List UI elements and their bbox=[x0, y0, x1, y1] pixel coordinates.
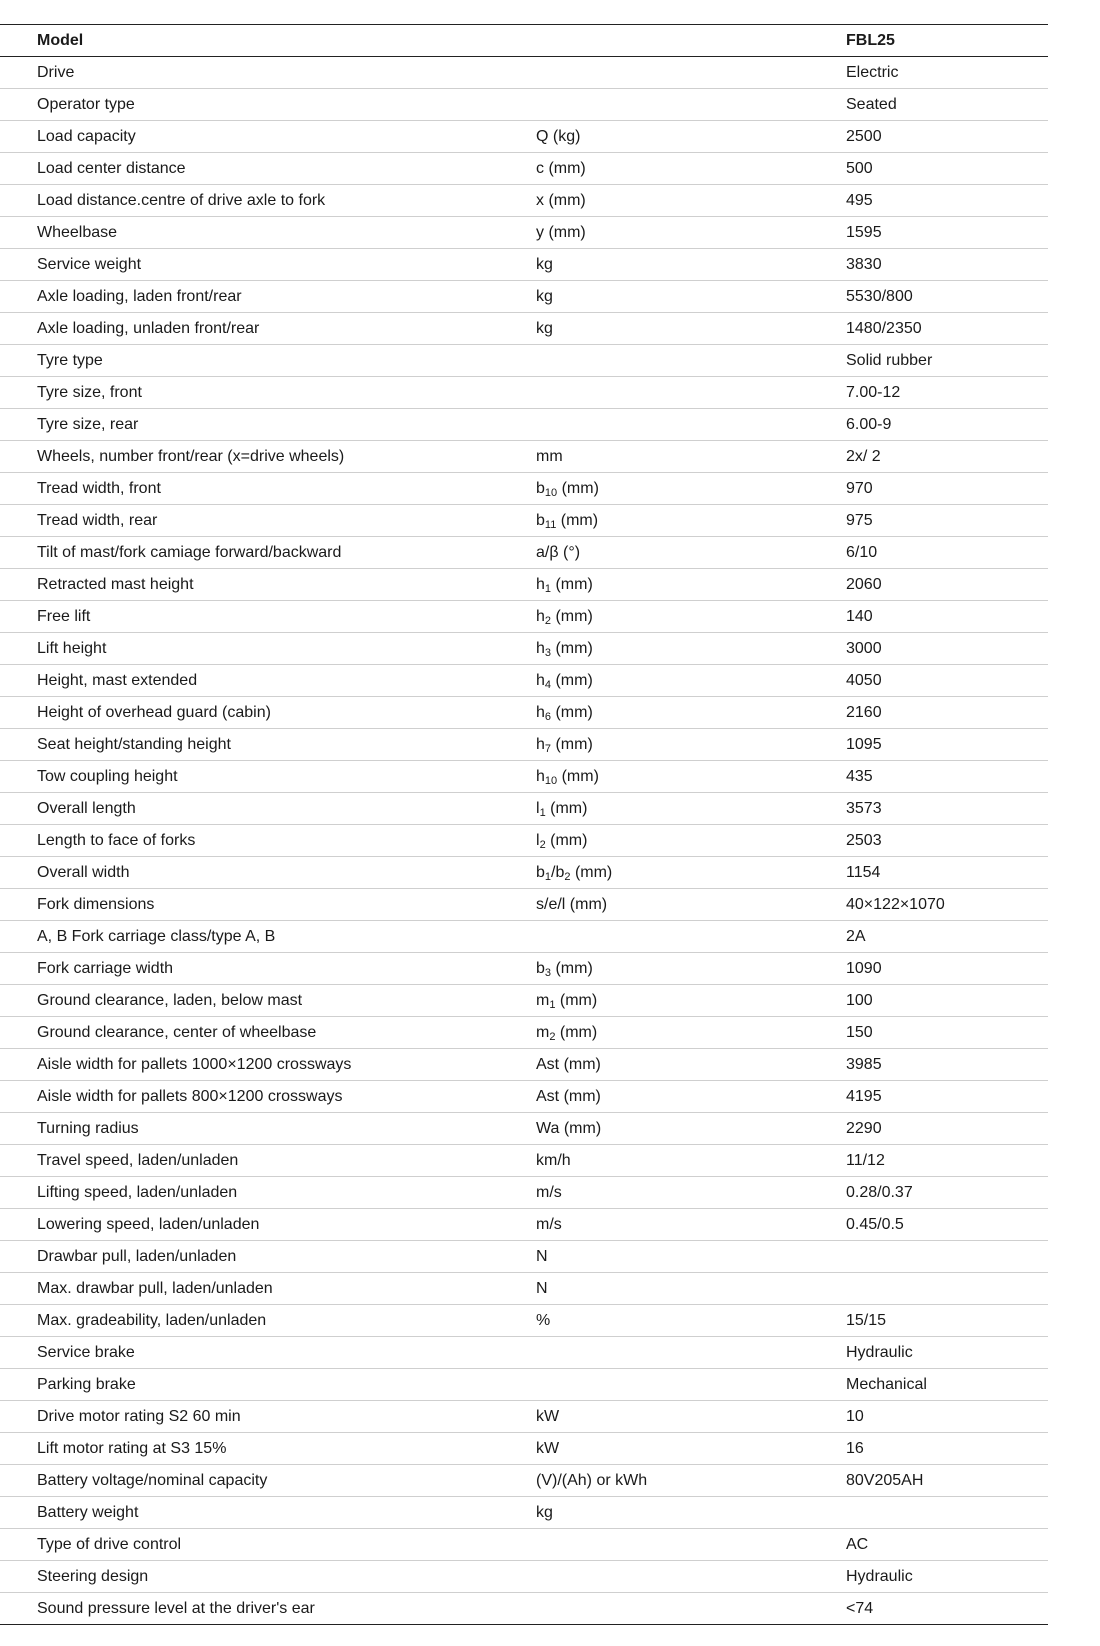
row-unit: $h_6$ (mm) bbox=[536, 697, 846, 729]
row-unit: y (mm) bbox=[536, 217, 846, 249]
table-header-row bbox=[0, 25, 1048, 57]
row-parameter: Load center distance bbox=[0, 153, 536, 185]
row-value: 1090 bbox=[846, 953, 1048, 985]
row-parameter: Lift motor rating at S3 15% bbox=[0, 1433, 536, 1465]
row-unit: km/h bbox=[536, 1145, 846, 1177]
row-unit bbox=[536, 57, 846, 89]
row-value: 2500 bbox=[846, 121, 1048, 153]
row-parameter: Lowering speed, laden/unladen bbox=[0, 1209, 536, 1241]
row-value: 1595 bbox=[846, 217, 1048, 249]
row-value: 2A bbox=[846, 921, 1048, 953]
table-row bbox=[0, 857, 1048, 889]
row-value: 140 bbox=[846, 601, 1048, 633]
row-unit: $h_7$ (mm) bbox=[536, 729, 846, 761]
row-value: 5530/800 bbox=[846, 281, 1048, 313]
row-value: 6.00-9 bbox=[846, 409, 1048, 441]
row-parameter: Battery voltage/nominal capacity bbox=[0, 1465, 536, 1497]
row-parameter: Service brake bbox=[0, 1337, 536, 1369]
table-row bbox=[0, 1369, 1048, 1401]
table-row bbox=[0, 1209, 1048, 1241]
row-value: 11/12 bbox=[846, 1145, 1048, 1177]
table-row bbox=[0, 697, 1048, 729]
row-parameter: Ground clearance, laden, below mast bbox=[0, 985, 536, 1017]
row-value: 0.28/0.37 bbox=[846, 1177, 1048, 1209]
table-row bbox=[0, 153, 1048, 185]
row-parameter: Overall length bbox=[0, 793, 536, 825]
row-parameter: Type of drive control bbox=[0, 1529, 536, 1561]
table-row bbox=[0, 761, 1048, 793]
row-value: Hydraulic bbox=[846, 1337, 1048, 1369]
row-unit: N bbox=[536, 1273, 846, 1305]
row-unit bbox=[536, 1529, 846, 1561]
row-unit: N bbox=[536, 1241, 846, 1273]
row-value: 3830 bbox=[846, 249, 1048, 281]
row-unit: kg bbox=[536, 249, 846, 281]
row-parameter: Tilt of mast/fork camiage forward/backward bbox=[0, 537, 536, 569]
row-unit: $h_2$ (mm) bbox=[536, 601, 846, 633]
spec-table-body bbox=[0, 25, 1048, 1625]
row-parameter: Drive motor rating S2 60 min bbox=[0, 1401, 536, 1433]
row-value: 1095 bbox=[846, 729, 1048, 761]
row-parameter: Drawbar pull, laden/unladen bbox=[0, 1241, 536, 1273]
header-model-value: FBL25 bbox=[846, 25, 1048, 57]
row-unit: kW bbox=[536, 1433, 846, 1465]
row-unit: $b_{10}$ (mm) bbox=[536, 473, 846, 505]
row-unit: Ast (mm) bbox=[536, 1049, 846, 1081]
table-row bbox=[0, 1081, 1048, 1113]
table-row bbox=[0, 345, 1048, 377]
row-unit: $m_1$ (mm) bbox=[536, 985, 846, 1017]
row-parameter: Travel speed, laden/unladen bbox=[0, 1145, 536, 1177]
row-value: 4050 bbox=[846, 665, 1048, 697]
row-parameter: Steering design bbox=[0, 1561, 536, 1593]
row-value: 150 bbox=[846, 1017, 1048, 1049]
row-unit: $b_{11}$ (mm) bbox=[536, 505, 846, 537]
table-row bbox=[0, 473, 1048, 505]
row-value: Hydraulic bbox=[846, 1561, 1048, 1593]
table-row bbox=[0, 1049, 1048, 1081]
row-value: Electric bbox=[846, 57, 1048, 89]
row-unit: Wa (mm) bbox=[536, 1113, 846, 1145]
row-parameter: Service weight bbox=[0, 249, 536, 281]
table-row bbox=[0, 377, 1048, 409]
row-parameter: Fork carriage width bbox=[0, 953, 536, 985]
row-unit: m/s bbox=[536, 1177, 846, 1209]
table-row bbox=[0, 1305, 1048, 1337]
row-parameter: Overall width bbox=[0, 857, 536, 889]
row-value: 2x/ 2 bbox=[846, 441, 1048, 473]
row-unit bbox=[536, 1369, 846, 1401]
table-row bbox=[0, 441, 1048, 473]
table-row bbox=[0, 729, 1048, 761]
row-unit: $h_{10}$ (mm) bbox=[536, 761, 846, 793]
table-row bbox=[0, 1529, 1048, 1561]
row-parameter: Operator type bbox=[0, 89, 536, 121]
row-unit: $b_3$ (mm) bbox=[536, 953, 846, 985]
table-row bbox=[0, 89, 1048, 121]
row-value: 3573 bbox=[846, 793, 1048, 825]
row-parameter: Height of overhead guard (cabin) bbox=[0, 697, 536, 729]
table-row bbox=[0, 1401, 1048, 1433]
row-unit bbox=[536, 1337, 846, 1369]
spec-table bbox=[0, 24, 1048, 1625]
row-value: 3000 bbox=[846, 633, 1048, 665]
table-row bbox=[0, 633, 1048, 665]
row-unit: s/e/l (mm) bbox=[536, 889, 846, 921]
table-row bbox=[0, 921, 1048, 953]
row-parameter: Aisle width for pallets 1000×1200 crossways bbox=[0, 1049, 536, 1081]
row-unit: $h_3$ (mm) bbox=[536, 633, 846, 665]
table-row bbox=[0, 953, 1048, 985]
row-parameter: Tow coupling height bbox=[0, 761, 536, 793]
row-parameter: Max. drawbar pull, laden/unladen bbox=[0, 1273, 536, 1305]
row-value: 1480/2350 bbox=[846, 313, 1048, 345]
table-row bbox=[0, 1593, 1048, 1625]
row-value: <74 bbox=[846, 1593, 1048, 1625]
row-parameter: Length to face of forks bbox=[0, 825, 536, 857]
row-value: AC bbox=[846, 1529, 1048, 1561]
row-value: 4195 bbox=[846, 1081, 1048, 1113]
row-parameter: Retracted mast height bbox=[0, 569, 536, 601]
table-row bbox=[0, 1177, 1048, 1209]
row-parameter: Free lift bbox=[0, 601, 536, 633]
row-value: 80V205AH bbox=[846, 1465, 1048, 1497]
row-unit: kg bbox=[536, 1497, 846, 1529]
row-parameter: Axle loading, unladen front/rear bbox=[0, 313, 536, 345]
row-unit bbox=[536, 1593, 846, 1625]
row-value: 16 bbox=[846, 1433, 1048, 1465]
table-row bbox=[0, 1561, 1048, 1593]
table-row bbox=[0, 313, 1048, 345]
row-value: Seated bbox=[846, 89, 1048, 121]
table-row bbox=[0, 665, 1048, 697]
table-row bbox=[0, 569, 1048, 601]
row-parameter: Tyre size, front bbox=[0, 377, 536, 409]
row-parameter: Load capacity bbox=[0, 121, 536, 153]
table-row bbox=[0, 57, 1048, 89]
row-unit: $l_1$ (mm) bbox=[536, 793, 846, 825]
table-row bbox=[0, 793, 1048, 825]
row-parameter: Seat height/standing height bbox=[0, 729, 536, 761]
row-parameter: Tyre size, rear bbox=[0, 409, 536, 441]
row-parameter: Tyre type bbox=[0, 345, 536, 377]
row-unit: % bbox=[536, 1305, 846, 1337]
row-unit: c (mm) bbox=[536, 153, 846, 185]
row-unit: m/s bbox=[536, 1209, 846, 1241]
row-parameter: Turning radius bbox=[0, 1113, 536, 1145]
table-row bbox=[0, 249, 1048, 281]
row-unit: kg bbox=[536, 313, 846, 345]
row-parameter: Max. gradeability, laden/unladen bbox=[0, 1305, 536, 1337]
row-value: 2160 bbox=[846, 697, 1048, 729]
row-parameter: Lifting speed, laden/unladen bbox=[0, 1177, 536, 1209]
row-value: 3985 bbox=[846, 1049, 1048, 1081]
row-unit bbox=[536, 89, 846, 121]
header-parameter: Model bbox=[0, 25, 536, 57]
table-row bbox=[0, 217, 1048, 249]
table-row bbox=[0, 1273, 1048, 1305]
row-value: 970 bbox=[846, 473, 1048, 505]
table-row bbox=[0, 537, 1048, 569]
row-parameter: Ground clearance, center of wheelbase bbox=[0, 1017, 536, 1049]
row-unit: $h_4$ (mm) bbox=[536, 665, 846, 697]
table-row bbox=[0, 985, 1048, 1017]
table-row bbox=[0, 1433, 1048, 1465]
row-unit bbox=[536, 409, 846, 441]
row-unit bbox=[536, 1561, 846, 1593]
row-unit: $h_1$ (mm) bbox=[536, 569, 846, 601]
row-value: Mechanical bbox=[846, 1369, 1048, 1401]
row-value: 500 bbox=[846, 153, 1048, 185]
table-row bbox=[0, 409, 1048, 441]
row-value: 100 bbox=[846, 985, 1048, 1017]
table-row bbox=[0, 601, 1048, 633]
table-row bbox=[0, 505, 1048, 537]
row-value: 0.45/0.5 bbox=[846, 1209, 1048, 1241]
table-row bbox=[0, 825, 1048, 857]
row-unit bbox=[536, 921, 846, 953]
table-row bbox=[0, 281, 1048, 313]
row-unit: x (mm) bbox=[536, 185, 846, 217]
row-value: 2290 bbox=[846, 1113, 1048, 1145]
table-row bbox=[0, 1017, 1048, 1049]
row-parameter: Fork dimensions bbox=[0, 889, 536, 921]
row-value: 435 bbox=[846, 761, 1048, 793]
row-parameter: Load distance.centre of drive axle to fork bbox=[0, 185, 536, 217]
row-unit: (V)/(Ah) or kWh bbox=[536, 1465, 846, 1497]
table-row bbox=[0, 1241, 1048, 1273]
row-parameter: Axle loading, laden front/rear bbox=[0, 281, 536, 313]
row-unit: Ast (mm) bbox=[536, 1081, 846, 1113]
row-unit: mm bbox=[536, 441, 846, 473]
row-unit: $l_2$ (mm) bbox=[536, 825, 846, 857]
row-value: 40×122×1070 bbox=[846, 889, 1048, 921]
row-unit: kW bbox=[536, 1401, 846, 1433]
row-value: 7.00-12 bbox=[846, 377, 1048, 409]
row-value: 6/10 bbox=[846, 537, 1048, 569]
row-unit: Q (kg) bbox=[536, 121, 846, 153]
row-value: Solid rubber bbox=[846, 345, 1048, 377]
row-value: 975 bbox=[846, 505, 1048, 537]
row-value bbox=[846, 1273, 1048, 1305]
table-row bbox=[0, 889, 1048, 921]
row-parameter: A, B Fork carriage class/type A, B bbox=[0, 921, 536, 953]
row-value: 2503 bbox=[846, 825, 1048, 857]
row-parameter: Battery weight bbox=[0, 1497, 536, 1529]
table-row bbox=[0, 1465, 1048, 1497]
row-unit bbox=[536, 345, 846, 377]
row-value: 2060 bbox=[846, 569, 1048, 601]
row-parameter: Tread width, rear bbox=[0, 505, 536, 537]
row-value: 15/15 bbox=[846, 1305, 1048, 1337]
table-row bbox=[0, 1497, 1048, 1529]
row-parameter: Parking brake bbox=[0, 1369, 536, 1401]
row-value: 10 bbox=[846, 1401, 1048, 1433]
table-row bbox=[0, 121, 1048, 153]
table-row bbox=[0, 1337, 1048, 1369]
row-value bbox=[846, 1497, 1048, 1529]
row-value: 1154 bbox=[846, 857, 1048, 889]
row-unit: $m_2$ (mm) bbox=[536, 1017, 846, 1049]
row-parameter: Sound pressure level at the driver's ear bbox=[0, 1593, 536, 1625]
table-row bbox=[0, 1113, 1048, 1145]
row-value: 495 bbox=[846, 185, 1048, 217]
row-parameter: Tread width, front bbox=[0, 473, 536, 505]
row-parameter: Drive bbox=[0, 57, 536, 89]
row-parameter: Wheels, number front/rear (x=drive wheels) bbox=[0, 441, 536, 473]
row-unit: a/β (°) bbox=[536, 537, 846, 569]
row-parameter: Height, mast extended bbox=[0, 665, 536, 697]
row-unit: kg bbox=[536, 281, 846, 313]
row-unit: $b_1/b_2$ (mm) bbox=[536, 857, 846, 889]
table-row bbox=[0, 185, 1048, 217]
row-value bbox=[846, 1241, 1048, 1273]
row-unit bbox=[536, 377, 846, 409]
table-row bbox=[0, 1145, 1048, 1177]
row-parameter: Lift height bbox=[0, 633, 536, 665]
row-parameter: Wheelbase bbox=[0, 217, 536, 249]
row-parameter: Aisle width for pallets 800×1200 crossways bbox=[0, 1081, 536, 1113]
header-unit bbox=[536, 25, 846, 57]
